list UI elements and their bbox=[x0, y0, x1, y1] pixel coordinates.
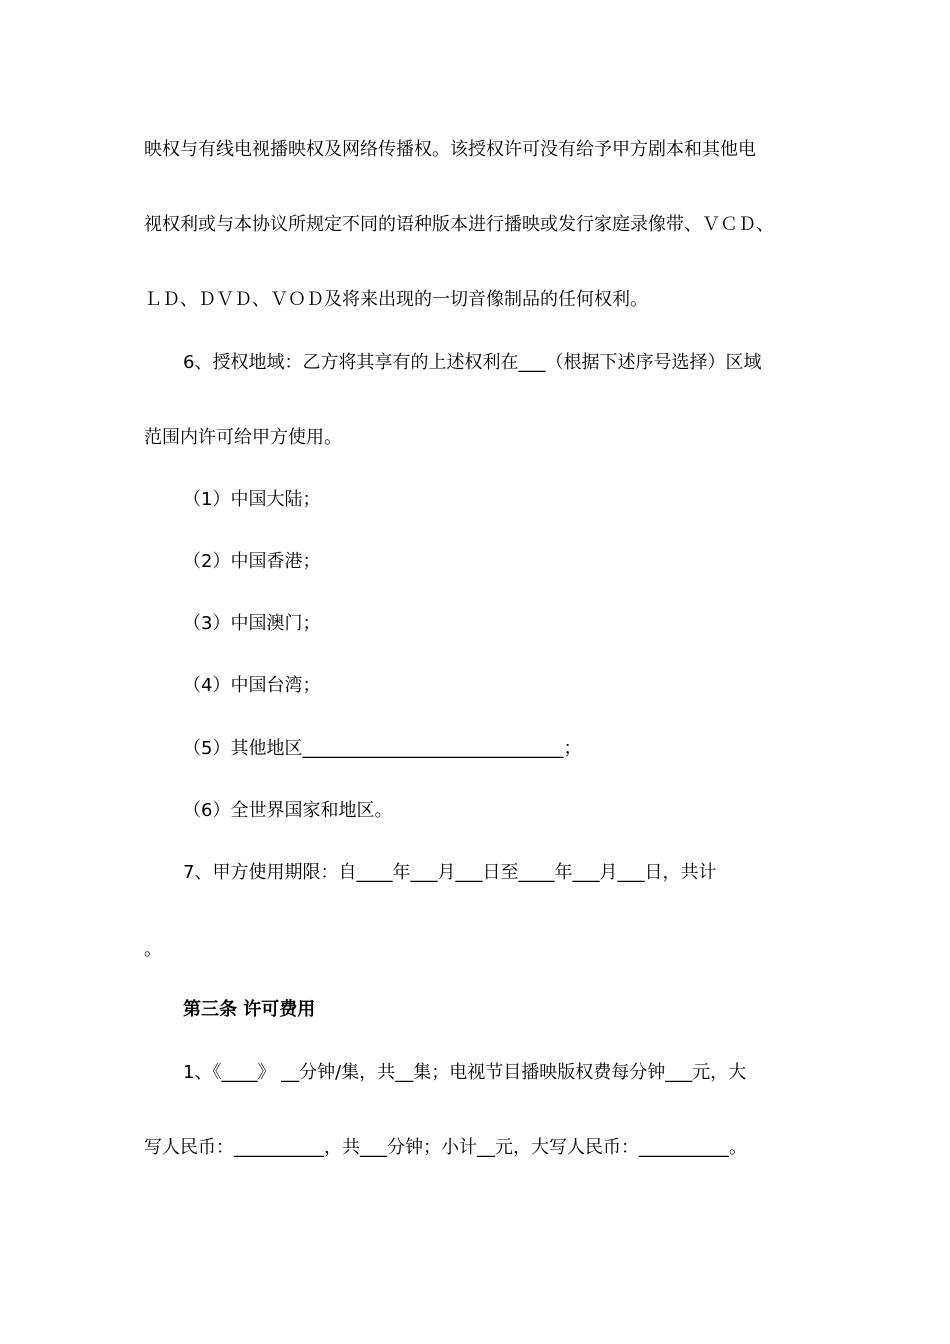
paragraph-line: 6、授权地域：乙方将其享有的上述权利在___（根据下述序号选择）区域 bbox=[183, 352, 762, 373]
paragraph-line: 。 bbox=[144, 939, 162, 960]
paragraph-line: 写人民币：__________，共___分钟；小计__元，大写人民币：__________。 bbox=[144, 1137, 747, 1158]
paragraph-line: 范围内许可给甲方使用。 bbox=[144, 427, 342, 448]
list-item: （2）中国香港； bbox=[183, 551, 321, 572]
list-item: （5）其他地区_____________________________； bbox=[183, 738, 582, 759]
list-item: （1）中国大陆； bbox=[183, 489, 321, 510]
list-item: （4）中国台湾； bbox=[183, 675, 321, 696]
paragraph-line: 7、甲方使用期限：自____年___月___日至____年___月___日，共计 bbox=[183, 862, 717, 883]
paragraph-line: 映权与有线电视播映权及网络传播权。该授权许可没有给予甲方剧本和其他电 bbox=[144, 139, 756, 160]
paragraph-line: 1、《____》 __分钟/集，共__集；电视节目播映版权费每分钟___元，大 bbox=[183, 1062, 747, 1083]
list-item: （6）全世界国家和地区。 bbox=[183, 800, 393, 821]
section-heading: 第三条 许可费用 bbox=[183, 999, 316, 1020]
paragraph-line: 视权利或与本协议所规定不同的语种版本进行播映或发行家庭录像带、ＶＣＤ、 bbox=[144, 214, 774, 235]
paragraph-line: ＬＤ、ＤＶＤ、ＶＯＤ及将来出现的一切音像制品的任何权利。 bbox=[144, 289, 648, 310]
list-item: （3）中国澳门； bbox=[183, 613, 321, 634]
